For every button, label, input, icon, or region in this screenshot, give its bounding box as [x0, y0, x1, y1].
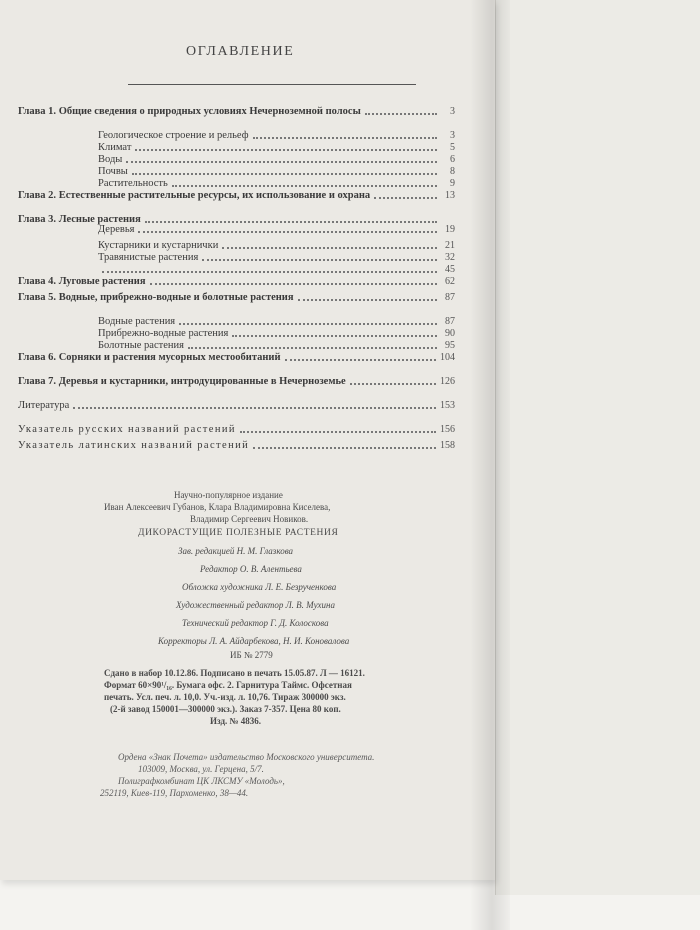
toc-title: ОГЛАВЛЕНИЕ	[186, 44, 295, 59]
imprint-line: Изд. № 4836.	[210, 716, 262, 726]
imprint-line: ИБ № 2779	[230, 650, 273, 660]
chapter-number: Глава 2.	[18, 190, 59, 201]
page-number: 95	[445, 340, 455, 351]
dot-leader	[222, 246, 437, 249]
toc-entry	[18, 398, 455, 411]
printer-line: Полиграфкомбинат ЦК ЛКСМУ «Молодь»,	[118, 776, 285, 786]
facing-page	[495, 0, 700, 895]
toc-section-entry	[98, 222, 455, 235]
toc-entry-label	[18, 352, 281, 363]
toc-entry-label: Указатель латинских названий растений	[18, 440, 250, 451]
imprint-line: Формат 60×90¹/₁₆. Бумага офс. 2. Гарнитура Таймс. Офсетная	[104, 680, 352, 690]
page-number: 156	[440, 424, 455, 435]
toc-entry-label: Прибрежно-водные растения	[98, 328, 229, 339]
toc-entry-label: Травянистые растения	[98, 252, 199, 263]
toc-entry-label: Растительность	[98, 178, 168, 189]
toc-entry	[18, 438, 455, 451]
page-number: 153	[440, 400, 455, 411]
dot-leader	[365, 112, 437, 115]
toc-entry-label: Почвы	[98, 166, 128, 177]
toc-entry-label: Водные растения	[98, 316, 176, 327]
chapter-title: Сорняки и растения мусорных местообитаний	[58, 352, 281, 363]
page-number: 6	[450, 154, 455, 165]
dot-leader	[285, 358, 436, 361]
toc-chapter-entry	[18, 104, 455, 117]
imprint-line: Обложка художника Л. Е. Безрученкова	[182, 582, 337, 592]
toc-entry-label	[18, 292, 294, 303]
toc-entry-label: Климат	[98, 142, 132, 153]
imprint-line: Иван Алексеевич Губанов, Клара Владимировна Киселева,	[104, 502, 331, 512]
dot-leader	[240, 430, 436, 433]
dot-leader	[253, 136, 437, 139]
page-number: 19	[445, 224, 455, 235]
toc-chapter-entry	[18, 374, 455, 387]
chapter-number: Глава 4.	[18, 276, 59, 287]
chapter-title: Общие сведения о природных условиях Нечерноземной полосы	[58, 106, 361, 117]
page-number: 3	[450, 130, 455, 141]
chapter-number: Глава 3.	[18, 214, 59, 225]
dot-leader	[126, 160, 437, 163]
page-number: 13	[445, 190, 455, 201]
imprint-line: (2-й завод 150001—300000 экз.). Заказ 7-357. Цена 80 коп.	[110, 704, 341, 714]
dot-leader	[188, 346, 437, 349]
chapter-title: Водные, прибрежно-водные и болотные растения	[58, 292, 294, 303]
chapter-number: Глава 7.	[18, 376, 59, 387]
dot-leader	[135, 148, 437, 151]
imprint-line: Владимир Сергеевич Новиков.	[190, 514, 309, 524]
toc-entry	[18, 422, 455, 435]
page-number: 45	[445, 264, 455, 275]
table-of-contents	[0, 0, 495, 470]
chapter-title: Лесные растения	[58, 214, 141, 225]
toc-entry-label: Указатель русских названий растений	[18, 424, 236, 435]
toc-entry-label: Воды	[98, 154, 123, 165]
toc-chapter-entry	[18, 290, 455, 303]
toc-chapter-entry	[18, 350, 455, 363]
page-number: 21	[445, 240, 455, 251]
imprint-line: Зав. редакцией Н. М. Глазкова	[178, 546, 294, 556]
chapter-number: Глава 6.	[18, 352, 59, 363]
spine-shadow	[470, 0, 510, 930]
toc-chapter-entry	[18, 188, 455, 201]
imprint-line: Научно-популярное издание	[174, 490, 283, 500]
page-number: 87	[445, 292, 455, 303]
imprint-line: Корректоры Л. А. Айдарбекова, Н. И. Коновалова	[158, 636, 350, 646]
dot-leader	[253, 446, 436, 449]
toc-entry-label: Геологическое строение и рельеф	[98, 130, 249, 141]
toc-entry-label: Литература	[18, 400, 70, 411]
page-number: 32	[445, 252, 455, 263]
toc-entry-label	[18, 376, 346, 387]
imprint-line: печать. Усл. печ. л. 10,0. Уч.-изд. л. 10,76. Тираж 300000 экз.	[104, 692, 346, 702]
dot-leader	[172, 184, 437, 187]
dot-leader	[374, 196, 437, 199]
printer-line: 252119, Киев-119, Пархоменко, 38—44.	[100, 788, 249, 798]
chapter-number: Глава 5.	[18, 292, 59, 303]
page-number: 5	[450, 142, 455, 153]
dot-leader	[350, 382, 436, 385]
chapter-title: Луговые растения	[58, 276, 146, 287]
dot-leader	[298, 298, 437, 301]
page-number: 87	[445, 316, 455, 327]
toc-entry-label	[18, 276, 146, 287]
dot-leader	[202, 258, 437, 261]
imprint-line: Сдано в набор 10.12.86. Подписано в печать 15.05.87. Л — 16121.	[104, 668, 365, 678]
imprint-line: ДИКОРАСТУЩИЕ ПОЛЕЗНЫЕ РАСТЕНИЯ	[138, 528, 339, 538]
toc-entry-label	[18, 190, 370, 201]
dot-leader	[73, 406, 436, 409]
chapter-number: Глава 1.	[18, 106, 59, 117]
chapter-title: Деревья и кустарники, интродуцированные в Нечерноземье	[58, 376, 346, 387]
toc-entry-label	[18, 106, 361, 117]
page-number: 126	[440, 376, 455, 387]
printer-line: 103009, Москва, ул. Герцена, 5/7.	[138, 764, 264, 774]
dot-leader	[150, 282, 438, 285]
page-number: 3	[450, 106, 455, 117]
imprint-line: Художественный редактор Л. В. Мухина	[176, 600, 336, 610]
toc-chapter-entry	[18, 274, 455, 287]
page-number: 8	[450, 166, 455, 177]
toc-entry-label: Кустарники и кустарнички	[98, 240, 219, 251]
dot-leader	[179, 322, 437, 325]
toc-entry-label: Деревья	[98, 224, 135, 235]
printer-line: Ордена «Знак Почета» издательство Московского университета.	[118, 752, 375, 762]
page-number: 9	[450, 178, 455, 189]
dot-leader	[232, 334, 437, 337]
imprint-line: Технический редактор Г. Д. Колоскова	[182, 618, 329, 628]
imprint-line: Редактор О. В. Алентьева	[200, 564, 302, 574]
toc-entry-label: Болотные растения	[98, 340, 184, 351]
dot-leader	[102, 270, 437, 273]
dot-leader	[132, 172, 437, 175]
page-number: 90	[445, 328, 455, 339]
page-number: 62	[445, 276, 455, 287]
chapter-title: Естественные растительные ресурсы, их использование и охрана	[58, 190, 371, 201]
page-number: 104	[440, 352, 455, 363]
page-number: 158	[440, 440, 455, 451]
dot-leader	[138, 230, 437, 233]
